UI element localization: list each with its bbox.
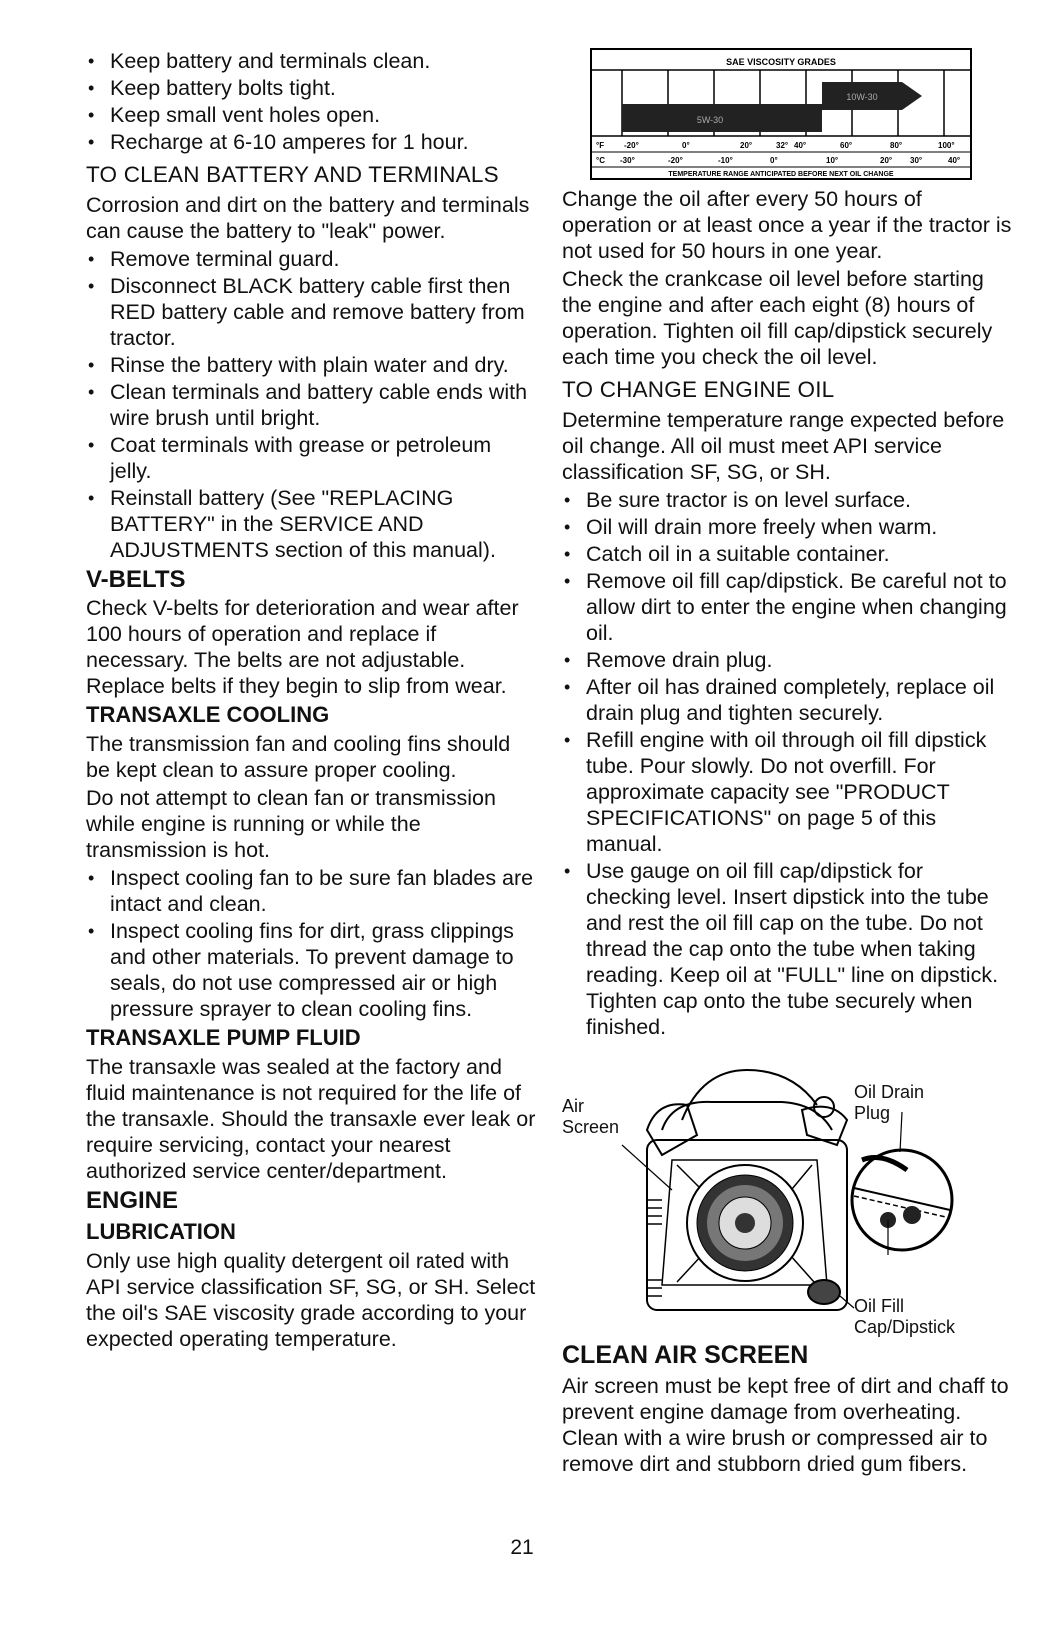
right-column [562, 48, 1012, 1479]
change-oil-steps [562, 487, 1012, 1040]
5w30-label: 5W-30 [696, 115, 724, 125]
c-tick: 30° [910, 156, 923, 165]
list-item: • Keep small vent holes open. [86, 102, 536, 128]
oil-fill-label: Oil Fill Cap/Dipstick [854, 1296, 956, 1337]
air-screen-label: Air Screen [562, 1096, 620, 1137]
f-tick: 20° [740, 141, 753, 150]
sae-viscosity-chart [590, 48, 972, 182]
list-item: • Keep battery bolts tight. [86, 75, 536, 101]
c-tick: °C [596, 156, 605, 165]
viscosity-title: SAE VISCOSITY GRADES [726, 57, 836, 67]
transaxle-pump-heading: TRANSAXLE PUMP FLUID [86, 1025, 361, 1050]
clean-air-screen-section [562, 1340, 1012, 1477]
c-tick: -20° [668, 156, 683, 165]
f-tick: 40° [794, 141, 807, 150]
list-item: • Use gauge on oil fill cap/dipstick for checking level. Insert dipstick into the tube and rest the oil fill cap on the tube. Do not thread the cap onto the tube when taking reading. Keep oil at "FULL" line on dipstick. Tighten cap onto the tube securely when finished. [562, 858, 1012, 1040]
transaxle-pump-text: The transaxle was sealed at the factory and fluid maintenance is not required for the life of the transaxle. Should the transaxle ever leak or require servicing, contact your nearest authorized service center/department. [86, 1055, 536, 1183]
change-oil-heading: TO CHANGE ENGINE OIL [562, 377, 835, 402]
list-item: • Clean terminals and battery cable ends with wire brush until bright. [86, 379, 536, 431]
list-item: • Reinstall battery (See "REPLACING BATTERY" in the SERVICE AND ADJUSTMENTS section of this manual). [86, 485, 536, 563]
list-item: • Keep battery and terminals clean. [86, 48, 536, 74]
clean-battery-intro: Corrosion and dirt on the battery and terminals can cause the battery to "leak" power. [86, 193, 530, 243]
list-item: • Remove drain plug. [562, 647, 1012, 673]
transaxle-cooling-text-1: The transmission fan and cooling fins should be kept clean to assure proper cooling. [86, 732, 511, 782]
f-tick: °F [596, 141, 605, 150]
vbelts-text: Check V-belts for deterioration and wear after 100 hours of operation and replace if necessary. The belts are not adjustable. Replace belts if they begin to slip from wear. [86, 596, 519, 698]
oil-check-text: Check the crankcase oil level before starting the engine and after each eight (8) hours of operation. Tighten oil fill cap/dipstick securely each time you check the oil level. [562, 267, 993, 369]
list-item: • Disconnect BLACK battery cable first then RED battery cable and remove battery from tractor. [86, 273, 536, 351]
c-tick: -10° [718, 156, 733, 165]
c-tick: 20° [880, 156, 893, 165]
transaxle-cooling-heading: TRANSAXLE COOLING [86, 702, 330, 727]
list-item: • Refill engine with oil through oil fill dipstick tube. Pour slowly. Do not overfill. For approximate capacity see "PRODUCT SPECIFICATIONS" on page 5 of this manual. [562, 727, 1012, 857]
engine-heading: ENGINE [86, 1187, 179, 1214]
change-oil-intro: Determine temperature range expected before oil change. All oil must meet API service classification SF, SG, or SH. [562, 408, 1005, 484]
list-item: • Be sure tractor is on level surface. [562, 487, 1012, 513]
oil-change-interval-text: Change the oil after every 50 hours of operation or at least once a year if the tractor is not used for 50 hours in one year. [562, 187, 1012, 263]
page-number: 21 [510, 1536, 534, 1559]
f-tick: 0° [682, 141, 690, 150]
c-tick: 0° [770, 156, 778, 165]
clean-battery-heading: TO CLEAN BATTERY AND TERMINALS [86, 162, 499, 187]
engine-illustration [562, 1060, 1012, 1337]
list-item: • Rinse the battery with plain water and dry. [86, 352, 536, 378]
list-item: • Inspect cooling fins for dirt, grass clippings and other materials. To prevent damage to seals, do not use compressed air or high pressure sprayer to clean cooling fins. [86, 918, 536, 1022]
left-column [86, 48, 536, 1354]
list-item: • Oil will drain more freely when warm. [562, 514, 1012, 540]
f-tick: 100° [938, 141, 955, 150]
c-tick: 10° [826, 156, 839, 165]
lubrication-heading: LUBRICATION [86, 1219, 236, 1244]
list-item: • After oil has drained completely, replace oil drain plug and tighten securely. [562, 674, 1012, 726]
oil-drain-plug-label: Oil Drain Plug [854, 1082, 925, 1123]
transaxle-cooling-text-2: Do not attempt to clean fan or transmission while engine is running or while the transmission is hot. [86, 786, 496, 862]
10w30-label: 10W-30 [846, 92, 878, 102]
c-tick: 40° [948, 156, 961, 165]
transaxle-cooling-steps [86, 865, 536, 1022]
f-tick: 32° [776, 141, 789, 150]
f-tick: 60° [840, 141, 853, 150]
list-item: • Coat terminals with grease or petroleum jelly. [86, 432, 536, 484]
f-tick: 80° [890, 141, 903, 150]
list-item: • Inspect cooling fan to be sure fan blades are intact and clean. [86, 865, 536, 917]
list-item: • Catch oil in a suitable container. [562, 541, 1012, 567]
c-tick: -30° [620, 156, 635, 165]
lubrication-text: Only use high quality detergent oil rated with API service classification SF, SG, or SH. Select the oil's SAE viscosity grade according to your expected operating temperature. [86, 1249, 536, 1351]
f-tick: -20° [624, 141, 639, 150]
viscosity-chart-graphic [590, 48, 972, 182]
clean-air-screen-text: Air screen must be kept free of dirt and chaff to prevent engine damage from overheating. Clean with a wire brush or compressed air to remove dirt and stubborn dried gum fibers. [562, 1374, 1009, 1476]
list-item: • Remove terminal guard. [86, 246, 536, 272]
clean-battery-steps [86, 246, 536, 563]
clean-air-screen-heading: CLEAN AIR SCREEN [562, 1341, 809, 1369]
vbelts-heading: V-BELTS [86, 566, 186, 593]
list-item: • Recharge at 6-10 amperes for 1 hour. [86, 129, 536, 155]
battery-care-list [86, 48, 536, 155]
viscosity-footer: TEMPERATURE RANGE ANTICIPATED BEFORE NEXT OIL CHANGE [668, 171, 894, 178]
list-item: • Remove oil fill cap/dipstick. Be careful not to allow dirt to enter the engine when changing oil. [562, 568, 1012, 646]
